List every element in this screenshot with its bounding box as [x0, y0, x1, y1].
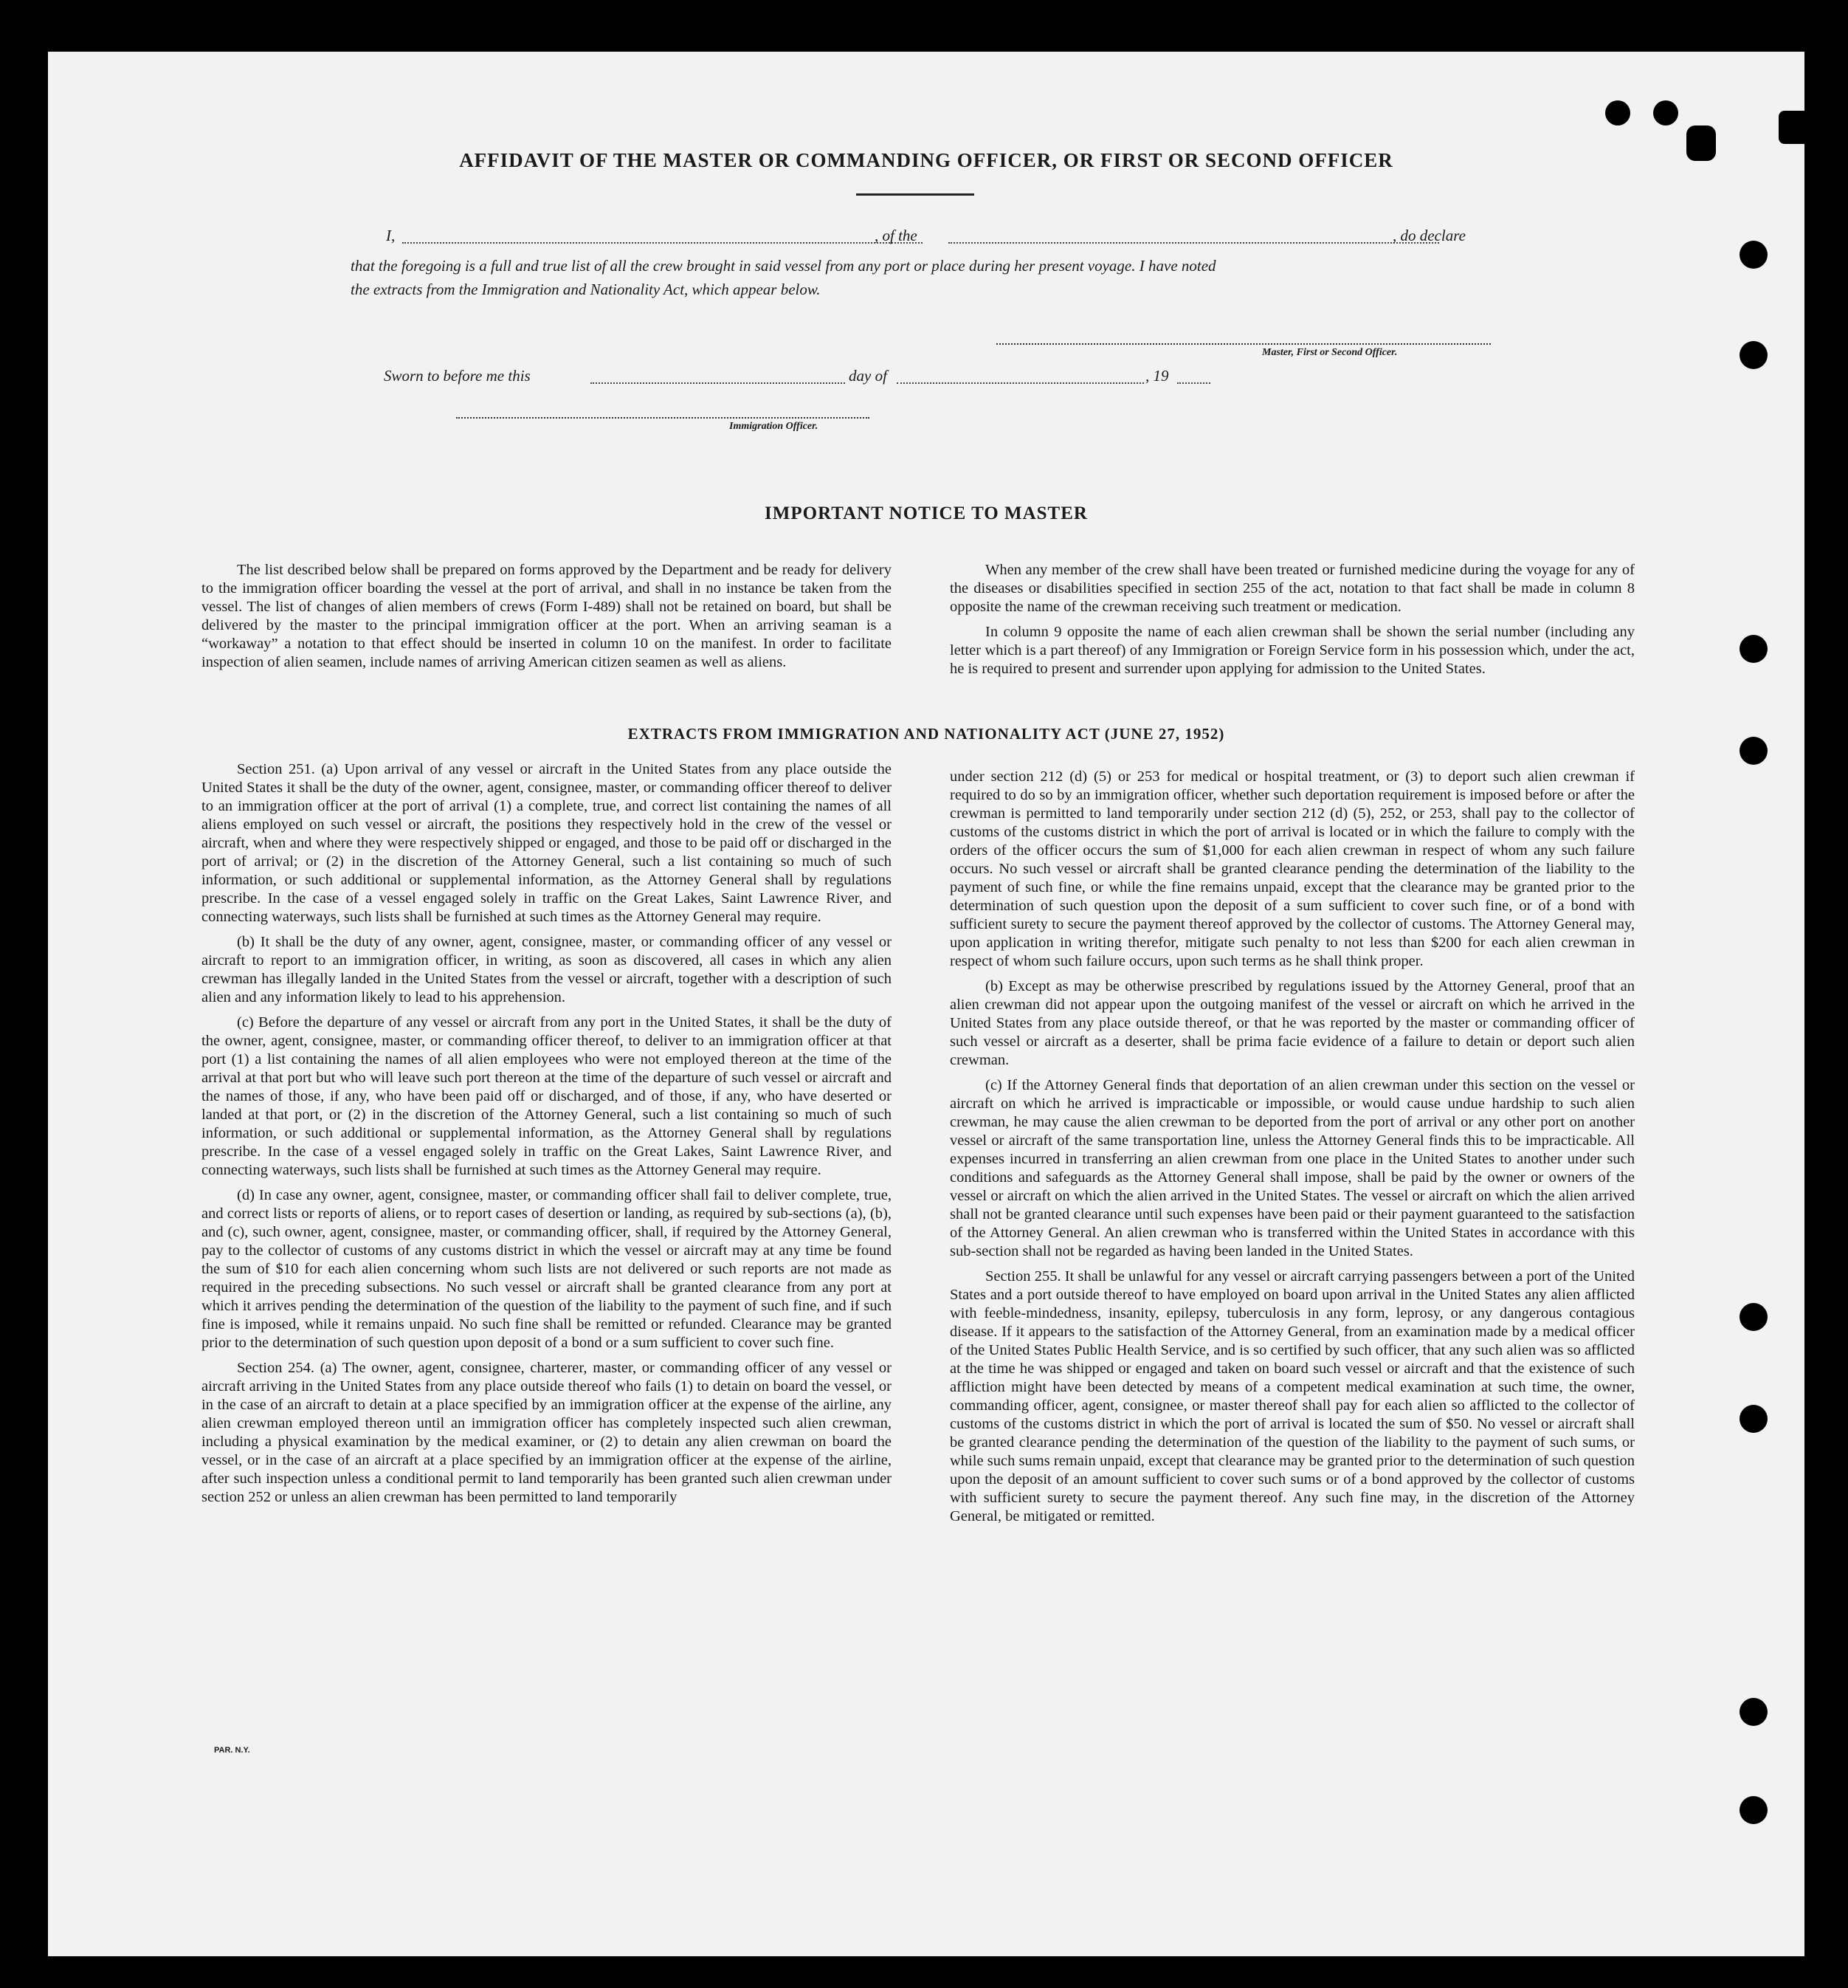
- extract-paragraph: (c) Before the departure of any vessel or aircraft from any port in the United States, it shall be the duty of the owner, agent, consignee, master, or commanding officer thereof, to deliver to an immigration officer at that port (1) a list containing the names of all alien employees who were not employed thereon at the time of the arrival at that port but who will leave such port thereon at the time of the departure of such vessel or aircraft and the names of those, if any, who have been paid off or discharged, and of those, if any, who have deserted or landed at that port, or (2) in the discretion of the Attorney General, such a list containing so much of such information, or such additional or supplemental information, as the Attorney General shall by regulations prescribe. In the case of a vessel engaged solely in traffic on the Great Lakes, Saint Lawrence River, and connecting waterways, such lists shall be furnished at such times as the Attorney General may require.: [201, 1014, 892, 1178]
- year-label: , 19: [1145, 367, 1169, 385]
- day-of-label: day of: [849, 367, 887, 385]
- officer-signature-line: [456, 417, 869, 419]
- name-blank: [402, 242, 923, 244]
- extracts-left-column: [201, 760, 892, 1513]
- extract-paragraph: Section 251. (a) Upon arrival of any vessel or aircraft in the United States from any place outside the United States it shall be the duty of the owner, agent, consignee, master, or commanding officer thereof to deliver to an immigration officer at the port of arrival (1) a complete, true, and correct list containing the names of all aliens employed on such vessel or aircraft, the positions they respectively hold in the crew of the vessel or aircraft, when and where they were respectively shipped or engaged, and those to be paid off or discharged in the port of arrival; or (2) in the discretion of the Attorney General, such a list containing so much of such information, or such additional or supplemental information, as the Attorney General shall by regulations prescribe. In the case of a vessel engaged solely in traffic on the Great Lakes, Saint Lawrence River, and connecting waterways, such lists shall be furnished at such times as the Attorney General may require.: [201, 761, 892, 925]
- document-page: [48, 52, 1804, 1956]
- extracts-right-column: [950, 768, 1635, 1533]
- punch-hole: [1740, 1405, 1768, 1433]
- affidavit-line-3: the extracts from the Immigration and Nationality Act, which appear below.: [351, 281, 821, 298]
- sworn-month-blank: [897, 382, 1144, 384]
- extract-paragraph: (c) If the Attorney General finds that deportation of an alien crewman under this section on the vessel or aircraft on which he arrived is impracticable or impossible, or would cause undue hardship to such alien crewman, he may cause the alien crewman to be deported from the port of arrival or any other port on another vessel or aircraft of the same transportation line, unless the Attorney General finds this to be impracticable. All expenses incurred in transferring an alien crewman from one place in the United States to another under such conditions and safeguards as the Attorney General shall impose, shall be paid by the owner or owners of the vessel or aircraft on which the alien arrived in the United States. The vessel or aircraft on which the alien arrived shall not be granted clearance until such expenses have been paid or their payment guaranteed to the satisfaction of the Attorney General. An alien crewman who is transferred within the United States in accordance with this sub-section shall not be regarded as having been landed in the United States.: [950, 1077, 1635, 1259]
- punch-hole: [1740, 1698, 1768, 1726]
- punch-hole: [1740, 341, 1768, 369]
- extracts-title: EXTRACTS FROM IMMIGRATION AND NATIONALITY ACT (JUNE 27, 1952): [627, 725, 1225, 743]
- year-blank: [1177, 382, 1210, 384]
- notice-right-paragraph: When any member of the crew shall have been treated or furnished medicine during the voyage for any of the diseases or disabilities specified in section 255 of the act, notation to that fact shall be made in column 8 opposite the name of the crewman receiving such treatment or medication.: [950, 562, 1635, 615]
- corner-blot: [1686, 125, 1716, 161]
- sworn-label: Sworn to before me this: [384, 367, 531, 385]
- printer-mark: PAR. N.Y.: [214, 1746, 250, 1755]
- punch-hole: [1740, 1796, 1768, 1824]
- affidavit-do-declare: , do declare: [1393, 227, 1466, 244]
- punch-hole: [1740, 737, 1768, 765]
- notice-left-column: [201, 561, 892, 678]
- notice-right-column: [950, 561, 1635, 685]
- notice-right-paragraph: In column 9 opposite the name of each alien crewman shall be shown the serial number (including any letter which is a part thereof) of any Immigration or Foreign Service form in his possession which, under the act, he is required to present and surrender upon applying for admission to the United States.: [950, 624, 1635, 677]
- sworn-day-blank: [590, 382, 845, 384]
- punch-hole: [1605, 100, 1630, 125]
- title-rule: [856, 193, 974, 196]
- punch-hole: [1740, 635, 1768, 663]
- extract-paragraph: (d) In case any owner, agent, consignee, master, or commanding officer shall fail to deliver complete, true, and correct lists or reports of aliens, or to report cases of desertion or landing, as required by sub-sections (a), (b), and (c), such owner, agent, consignee, master, or commanding officer, shall, if required by the Attorney General, pay to the collector of customs of any customs district in which the vessel or aircraft may at any time be found the sum of $10 for each alien concerning whom such lists are not delivered or such reports are not made as required in the preceding subsections. No such vessel or aircraft shall be granted clearance from any port at which it arrives pending the determination of the question of the liability to the payment of such fine, and if such fine is imposed, while it remains unpaid. No such fine shall be remitted or refunded. Clearance may be granted prior to the determination of such question upon deposit of a bond or a sum sufficient to cover such fine.: [201, 1187, 892, 1351]
- affidavit-i-label: I,: [386, 227, 396, 244]
- extract-paragraph: (b) Except as may be otherwise prescribed by regulations issued by the Attorney General, proof that an alien crewman did not appear upon the outgoing manifest of the vessel or aircraft on which he arrived in the United States from any place outside thereof, or that he was reported by the master or commanding officer of such vessel or aircraft as a deserter, shall be prima facie evidence of a failure to detain or deport such alien crewman.: [950, 978, 1635, 1068]
- affidavit-of-the: , of the: [875, 227, 917, 244]
- notice-left-paragraph: The list described below shall be prepared on forms approved by the Department and be ready for delivery to the immigration officer boarding the vessel at the port of arrival, and shall in no instance be taken from the vessel. The list of changes of alien members of crews (Form I-489) shall not be retained on board, but shall be delivered by the master to the principal immigration officer at the port. When an arriving seaman is a “workaway” a notation to that effect should be inserted in column 10 on the manifest. In order to facilitate inspection of alien seamen, include names of arriving American citizen seamen as well as aliens.: [201, 562, 892, 670]
- affidavit-title: AFFIDAVIT OF THE MASTER OR COMMANDING OFFICER, OR FIRST OR SECOND OFFICER: [459, 149, 1393, 171]
- notice-title: IMPORTANT NOTICE TO MASTER: [765, 503, 1088, 523]
- officer-caption: Immigration Officer.: [729, 421, 818, 432]
- extract-paragraph: Section 254. (a) The owner, agent, consignee, charterer, master, or commanding officer of any vessel or aircraft arriving in the United States from any place outside thereof who fails (1) to detain on board the vessel, or in the case of an aircraft to detain at a place specified by an immigration officer at the expense of the airline, any alien crewman employed thereon until an immigration officer has completely inspected such alien crewman, including a physical examination by the medical examiner, or (2) to detain any alien crewman on board the vessel, or in the case of an aircraft at a place specified by an immigration officer at the expense of the airline, after such inspection unless a conditional permit to land temporarily has been granted such alien crewman under section 252 or unless an alien crewman has been permitted to land temporarily: [201, 1360, 892, 1505]
- signer-caption: Master, First or Second Officer.: [1262, 347, 1398, 358]
- extract-paragraph: under section 212 (d) (5) or 253 for medical or hospital treatment, or (3) to deport such alien crewman if required to do so by an immigration officer, whether such deportation requirement is imposed before or after the crewman is permitted to land temporarily under section 212 (d) (5), 252, or 253, shall pay to the collector of customs of the customs district in which the port of arrival is located or in which the failure to comply with the orders of the officer occurs the sum of $1,000 for each alien crewman in respect of whom any such failure occurs. No such vessel or aircraft shall be granted clearance pending the determination of the liability to the payment of such fine, or while the fine remains unpaid, except that the clearance may be granted prior to the determination of such question upon the deposit of a sum sufficient to cover such fine, or of a bond with sufficient surety to secure the payment thereof approved by the collector of customs. The Attorney General may, upon application in writing therefor, mitigate such penalty to not less than $200 for each alien crewman in respect of whom such failure occurs, upon such terms as he shall think proper.: [950, 768, 1635, 969]
- affidavit-line-2: that the foregoing is a full and true list of all the crew brought in said vessel from any port or place during her present voyage. I have noted: [351, 257, 1216, 275]
- punch-hole: [1740, 241, 1768, 269]
- punch-hole: [1740, 1303, 1768, 1331]
- extract-paragraph: Section 255. It shall be unlawful for any vessel or aircraft carrying passengers between a port of the United States and a port outside thereof to have employed on board upon arrival in the United States any alien afflicted with feeble-mindedness, insanity, epilepsy, tuberculosis in any form, leprosy, or any dangerous contagious disease. If it appears to the satisfaction of the Attorney General, from an examination made by a medical officer of the United States Public Health Service, and is so certified by such officer, that any such alien was so afflicted at the time he was shipped or engaged and taken on board such vessel or aircraft and that the existence of such affliction might have been detected by means of a competent medical examination at such time, the owner, commanding officer, agent, consignee, or master thereof shall pay for each alien so afflicted to the collector of customs of the customs district in which the port of arrival is located the sum of $50. No vessel or aircraft shall be granted clearance pending the determination of the question of the liability to the payment of such sums, or while such sums remain unpaid, except that clearance may be granted prior to the determination of such question upon the deposit of an amount sufficient to cover such sums or of a bond approved by the collector of customs with sufficient surety to secure the payment thereof. Any such fine may, in the discretion of the Attorney General, be mitigated or remitted.: [950, 1268, 1635, 1524]
- vessel-blank: [948, 242, 1439, 244]
- punch-hole: [1653, 100, 1678, 125]
- extract-paragraph: (b) It shall be the duty of any owner, agent, consignee, master, or commanding officer of any vessel or aircraft to report to an immigration officer, in writing, as soon as discovered, all cases in which any alien crewman has illegally landed in the United States from the vessel or aircraft, together with a description of such alien and any information likely to lead to his apprehension.: [201, 934, 892, 1005]
- corner-blot: [1779, 111, 1823, 144]
- signer-signature-line: [996, 343, 1491, 345]
